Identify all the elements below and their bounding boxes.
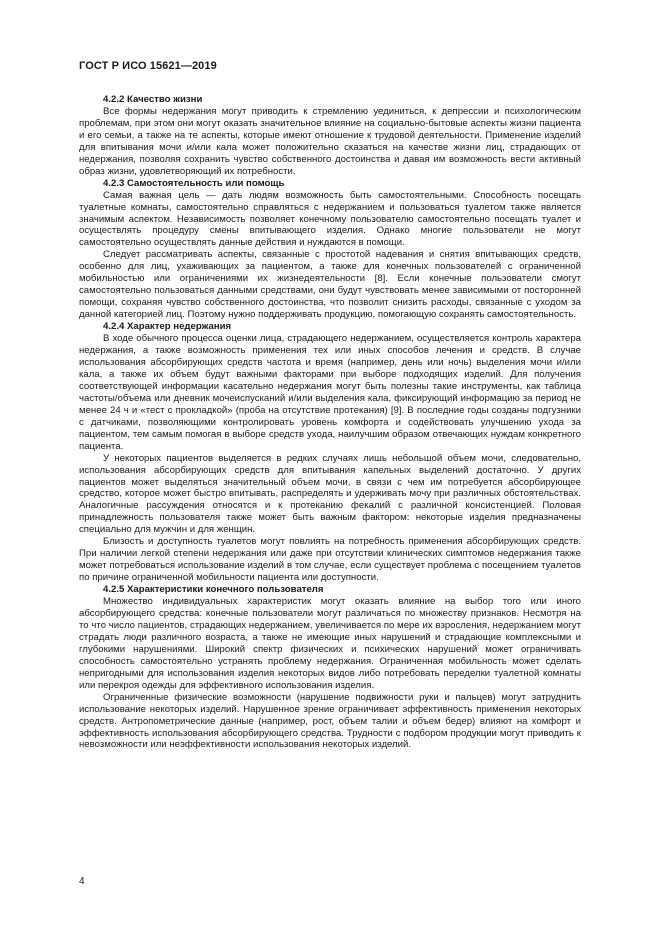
paragraph: В ходе обычного процесса оценки лица, страдающего недержанием, осуществляется контроль характера недержания, а также возможность применения тех или иных способов лечения и средств. В случае использования абсорбирующих средств частота и время (например, день или ночь) выделения мочи и/или кала, а также их объем будут важными факторами при выборе подходящих изделий. Для получения соответствующей информации касательно недержания могут быть полезны такие инструменты, как таблица частоты/объема или дневник мочеиспусканий и/или выделения кала, фиксирующий информацию за период не менее 24 ч и «тест с прокладкой» (проба на отсутствие протекания) [9]. В последние годы созданы подгузники с датчиками, позволяющими контролировать уровень комфорта и содействовать улучшению ухода за пациентом, тем самым помогая в выборе средств ухода, наилучшим образом отвечающих нуждам конкретного пациента.: [79, 333, 581, 452]
section-heading-4-2-2: 4.2.2 Качество жизни: [103, 94, 203, 105]
paragraph: Ограниченные физические возможности (нарушение подвижности руки и пальцев) могут затруднить использование некоторых изделий. Нарушенное зрение ограничивает эффективность применения некоторых средств. Антропометрические данные (например, рост, объем талии и объем бедер) влияют на комфорт и эффективность использования абсорбирующего средства. Трудности с подбором продукции могут приводить к невозможности или неэффективности использования некоторых изделий.: [79, 691, 581, 751]
paragraph: Самая важная цель — дать людям возможность быть самостоятельными. Способность посещать туалетные комнаты, самостоятельно справляться с недержанием и пользоваться туалетом также является значимым аспектом. Независимость позволяет конечному пользователю самостоятельно посещать туалет и осуществлять процедуру смены впитывающего изделия. Однако многие пользователи не могут самостоятельно осуществлять данные действия и нуждаются в помощи.: [79, 189, 581, 249]
paragraph: Множество индивидуальных характеристик могут оказать влияние на выбор того или иного абсорбирующего средства: конечные пользователи могут различаться по множеству признаков. Несмотря на то что число пациентов, страдающих недержанием, увеличивается по мере их взросления, недержанием могут страдать люди различного возраста, а также не имеющие иных нарушений и страдающие комплексными и глубокими нарушениями. Широкий спектр физических и психических нарушений может ограничивать способность самостоятельно устранять проблему недержания. Ограниченная мобильность может сделать непригодными для использования изделия некоторых видов либо потребовать переделки туалетной комнаты или перекроя одежды для эффективного использования изделия.: [79, 596, 581, 691]
paragraph: Близость и доступность туалетов могут повлиять на потребность применения абсорбирующих средств. При наличии легкой степени недержания или даже при отсутствии клинических симптомов недержания также может потребоваться использование изделий в том случае, если существует проблема с посещением туалетов по причине ограниченной мобильности пациента или доступности.: [79, 536, 581, 584]
section-heading-4-2-4: 4.2.4 Характер недержания: [103, 321, 232, 333]
paragraph: У некоторых пациентов выделяется в редких случаях лишь небольшой объем мочи, следовательно, использования абсорбирующих средств для впитывания капельных выделений достаточно. У других пациентов может выделяться значительный объем мочи, в связи с чем им потребуется абсорбирующее средство, которое может быстро впитывать, распределять и удерживать мочу при различных обстоятельствах. Аналогичные рассуждения относятся и к протеканию фекалий с различной консистенцией. Половая принадлежность пользователя также может быть важным фактором: некоторые изделия предназначены специально для мужчин и для женщин.: [79, 452, 581, 536]
section-heading-4-2-5: 4.2.5 Характеристики конечного пользователя: [103, 584, 324, 596]
page-number: 4: [79, 876, 85, 887]
standard-designation: ГОСТ Р ИСО 15621—2019: [79, 60, 217, 72]
paragraph: Следует рассматривать аспекты, связанные с простотой надевания и снятия впитывающих средств, особенно для лиц, ухаживающих за пациентом, а также для конечных пользователей с ограниченной мобильностью или ограничениями их жизнедеятельности [8]. Если конечные пользователи смогут самостоятельно пользоваться данными средствами, они будут чувствовать менее зависимыми от посторонней помощи, сохраняя чувство собственного достоинства, что позволит снизить расходы, связанные с уходом за данной категорией лиц. Поэтому нужно поддерживать продукцию, помогающую сохранять самостоятельность.: [79, 249, 581, 321]
paragraph: Все формы недержания могут приводить к стремлению уединиться, к депрессии и психологическим проблемам, при этом они могут оказать значительное влияние на социально-бытовые аспекты жизни пациента и его семьи, а также на те аспекты, которые имеют отношение к трудовой деятельности. Применение изделий для впитывания мочи и/или кала может положительно сказаться на качестве жизни лиц, страдающих от недержания, позволяя сохранить чувство собственного достоинства и давая им возможность вести активный образ жизни, удовлетворяющий их потребности.: [79, 105, 581, 177]
document-body: [79, 94, 581, 751]
section-heading-4-2-3: 4.2.3 Самостоятельность или помощь: [103, 177, 285, 189]
